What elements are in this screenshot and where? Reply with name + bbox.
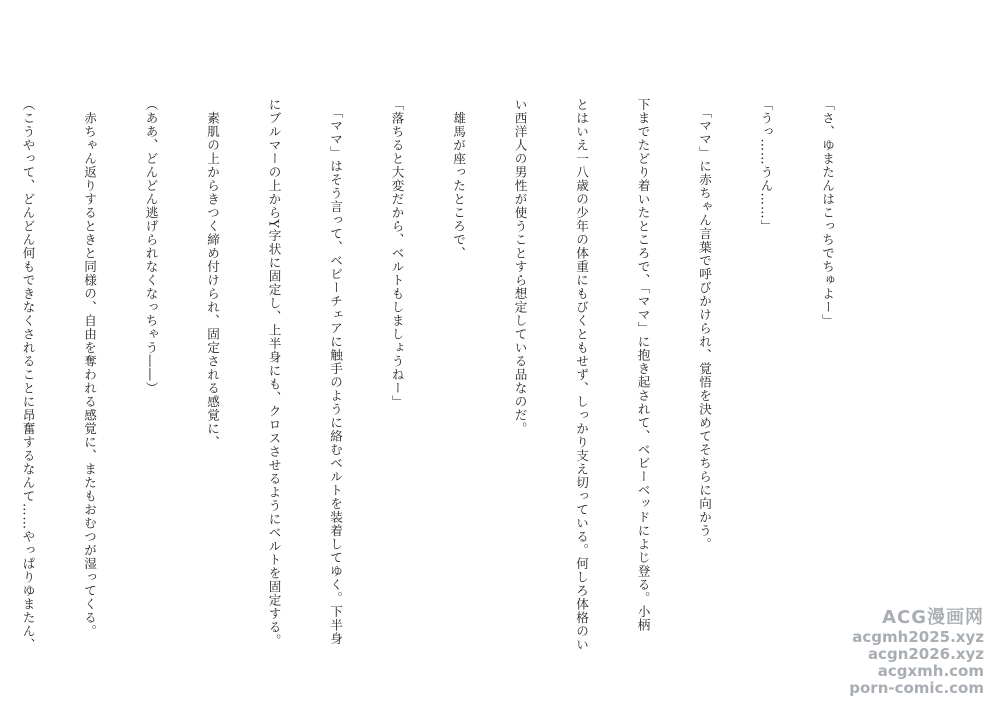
text-line: とはいえ一八歳の少年の体重にもびくともせず、しっかり支え切っている。何しろ体格のい <box>574 98 589 652</box>
text-line: い西洋人の男性が使うことすら想定している品なのだ。 <box>512 98 528 436</box>
site-watermark <box>834 607 984 697</box>
text-line: 赤ちゃん返りするときと同様の、自由を奪われる感覚に、またもおむつが湿ってくる。 <box>82 98 97 638</box>
watermark-domain: acgmh2025.xyz <box>852 628 984 646</box>
watermark-domain: acgn2026.xyz <box>867 645 984 663</box>
watermark-logo: ACG漫画网 <box>882 607 984 628</box>
text-line: （ああ、どんどん逃げられなくなっちゃう――） <box>143 98 159 395</box>
text-line: にブルマーの上からY字状に固定し、上半身にも、クロスさせるようにベルトを固定する。 <box>266 98 282 648</box>
text-line: 雄馬が座ったところで、 <box>451 98 466 260</box>
text-line: 「ママ」に赤ちゃん言葉で呼びかけられ、覚悟を決めてそちらに向かう。 <box>697 98 712 551</box>
text-line: 下までたどり着いたところで、「ママ」に抱き起されて、ベビーベッドによじ登る。小柄 <box>635 98 651 632</box>
text-line: 「落ちると大変だから、ベルトもしましょうねー」 <box>389 98 405 409</box>
text-line: （こうやって、どんどん何もできなくされることに昂奮するなんて……やっぱりゆまたん、 <box>20 98 36 652</box>
watermark-domain: porn-comic.com <box>849 679 984 697</box>
text-line: 素肌の上からきつく締め付けられ、固定される感覚に、 <box>205 98 220 449</box>
text-line: 「ママ」はそう言って、ベビーチェアに触手のように絡むベルトを装着してゆく。下半身 <box>328 98 343 646</box>
vertical-text-block <box>0 98 878 658</box>
watermark-domain: acgxmh.com <box>877 662 984 680</box>
text-line: 「うっ……うん……」 <box>758 98 774 233</box>
text-line: 「さ、ゆまたんはこっちでちゅよー」 <box>820 98 835 328</box>
